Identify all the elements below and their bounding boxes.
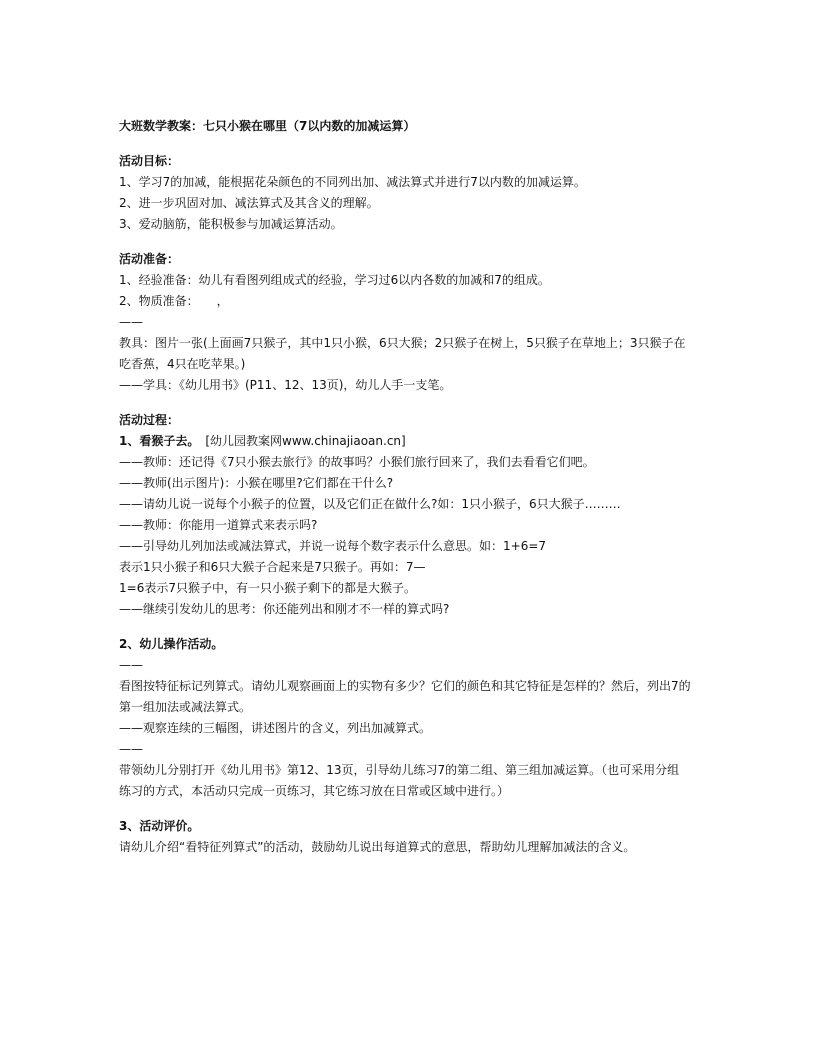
part2-line: ——观察连续的三幅图，讲述图片的含义，列出加减算式。	[119, 721, 432, 735]
goal-item: 1、学习7的加减，能根据花朵颜色的不同列出加、减法算式并进行7以内数的加减运算。	[119, 175, 586, 189]
part1-line: ——教师：你能用一道算式来表示吗?	[119, 518, 318, 532]
part2-line: ——	[119, 742, 143, 756]
part2-line: 第一组加法或减法算式。	[119, 700, 252, 714]
part1-line: 表示1只小猴子和6只大猴子合起来是7只猴子。再如：7—	[119, 560, 426, 574]
document-title: 大班数学教案：七只小猴在哪里（7以内数的加减运算）	[119, 119, 416, 133]
prep-heading: 活动准备：	[119, 252, 180, 266]
document-body	[119, 116, 709, 858]
process-heading: 活动过程：	[119, 413, 180, 427]
part1-heading: 1、看猴子去。	[119, 434, 194, 448]
part2-line: 带领幼儿分别打开《幼儿用书》第12、13页，引导幼儿练习7的第二组、第三组加减运算。（也可采用分组	[119, 763, 680, 777]
part1-line: ——教师：还记得《7只小猴去旅行》的故事吗？小猴们旅行回来了，我们去看看它们吧。	[119, 455, 595, 469]
part2-heading: 2、幼儿操作活动。	[119, 637, 224, 651]
part2-line: ——	[119, 658, 143, 672]
prep-line: ——	[119, 315, 143, 329]
part1-line: ——教师(出示图片)：小猴在哪里?它们都在干什么?	[119, 476, 394, 490]
prep-line: 1、经验准备：幼儿有看图列组成式的经验，学习过6以内各数的加减和7的组成。	[119, 273, 550, 287]
goal-item: 2、进一步巩固对加、减法算式及其含义的理解。	[119, 196, 379, 210]
part1-line: ——请幼儿说一说每个小猴子的位置，以及它们正在做什么?如：1只小猴子，6只大猴子………	[119, 497, 621, 511]
prep-line: 吃香蕉，4只在吃苹果。)	[119, 357, 246, 371]
part3-line: 请幼儿介绍“看特征列算式”的活动，鼓励幼儿说出每道算式的意思，帮助幼儿理解加减法的含义。	[119, 840, 636, 854]
prep-line: 2、物质准备： ，	[119, 294, 229, 308]
prep-line: ——学具：《幼儿用书》(P11、12、13页)，幼儿人手一支笔。	[119, 378, 452, 392]
part1-line: ——引导幼儿列加法或减法算式，并说一说每个数字表示什么意思。如：1+6=7	[119, 539, 547, 553]
part1-line: 1=6表示7只猴子中，有一只小猴子剩下的都是大猴子。	[119, 581, 416, 595]
goal-item: 3、爱动脑筋，能积极参与加减运算活动。	[119, 217, 343, 231]
part1-source: [幼儿园教案网www.chinajiaoan.cn]	[193, 434, 406, 448]
goals-heading: 活动目标：	[119, 154, 180, 168]
part2-line: 看图按特征标记列算式。请幼儿观察画面上的实物有多少？它们的颜色和其它特征是怎样的？然后，列出7的	[119, 679, 691, 693]
part1-heading-line	[119, 431, 709, 452]
part3-heading: 3、活动评价。	[119, 819, 200, 833]
part2-line: 练习的方式，本活动只完成一页练习，其它练习放在日常或区域中进行。）	[119, 784, 510, 798]
part1-line: ——继续引发幼儿的思考：你还能列出和刚才不一样的算式吗?	[119, 602, 450, 616]
prep-line: 教具：图片一张(上面画7只猴子，其中1只小猴，6只大猴；2只猴子在树上，5只猴子在草地上；3只猴子在	[119, 336, 686, 350]
